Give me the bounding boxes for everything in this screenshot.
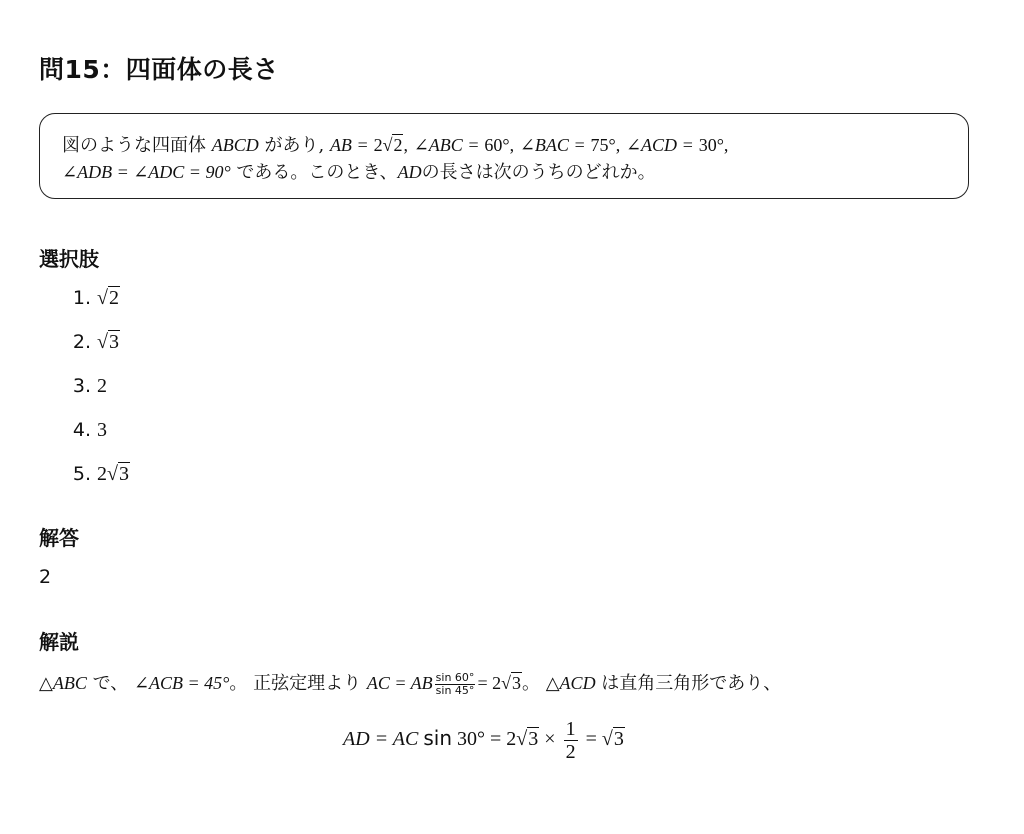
choice-number: 1. [72, 287, 91, 309]
equals-sign: = [357, 135, 368, 155]
tetrahedron-label: ABCD [211, 135, 259, 155]
equals-sign: = [682, 135, 693, 155]
sine-ratio: $\frac{\sin 60^\circ}{\sin 45^\circ}$ [435, 670, 475, 697]
display-angle: 30° = 2 [457, 728, 517, 751]
problem-text: の長さは次のうちのどれか。 [421, 162, 656, 183]
sin-function: sin [423, 726, 453, 751]
choice-item [39, 460, 130, 504]
equals-sign: = [585, 728, 597, 751]
choice-item [39, 416, 130, 460]
choice-value [97, 328, 120, 356]
choice-value [97, 460, 130, 488]
answer-value: 2 [39, 566, 52, 588]
choice-value: 3 [97, 419, 107, 441]
times-sign: × [544, 728, 556, 751]
angle-bac-value: 75°, [590, 135, 621, 155]
problem-statement [39, 113, 969, 199]
problem-text: 図のような四面体 [62, 135, 206, 156]
angle-acd: ∠ACD [625, 135, 678, 155]
equals-sign: = [468, 135, 479, 155]
choices-list [39, 284, 130, 504]
sqrt-symbol: √3 [107, 463, 129, 485]
choice-value [97, 284, 120, 312]
triangle-abc: △ABC [39, 673, 87, 693]
sqrt-2: √2 [382, 135, 403, 155]
sqrt-symbol: √2 [97, 287, 119, 309]
explanation-fragment: 。 正弦定理より [229, 673, 362, 694]
choice-number: 5. [72, 463, 91, 485]
choice-item [39, 284, 130, 328]
problem-line-2 [62, 159, 946, 186]
explanation-heading: 解説 [39, 630, 79, 654]
ac-equation: AC = AB [366, 673, 433, 693]
angle-acd-value: 30°, [698, 135, 729, 155]
choice-number: 2. [72, 331, 91, 353]
fraction-one-half: $\frac{1}{2}$ [565, 718, 576, 763]
angle-abc-value: 60°, [484, 135, 515, 155]
display-equation [343, 718, 625, 763]
choice-value: 2 [97, 375, 107, 397]
explanation-fragment: は直角三角形であり、 [601, 673, 782, 694]
math-ad: AD [397, 162, 422, 182]
sqrt-3-result: √3 [601, 728, 624, 751]
sqrt-symbol: √3 [97, 331, 119, 353]
angle-bac: ∠BAC [519, 135, 569, 155]
sqrt-3: √3 [501, 673, 521, 693]
problem-text: があり, [264, 135, 325, 156]
angle-acb: ∠ACB = 45° [133, 673, 230, 693]
triangle-acd: △ACD [545, 673, 596, 693]
explanation-text [39, 669, 781, 697]
choice-number: 4. [72, 419, 91, 441]
choice-number: 3. [72, 375, 91, 397]
comma: , [403, 135, 408, 155]
choice-coefficient: 2 [97, 463, 107, 485]
problem-line-1 [62, 132, 946, 159]
math-coef: 2 [373, 135, 383, 155]
equals-two: = 2 [477, 673, 502, 693]
page-title: 問15：四面体の長さ [39, 55, 279, 84]
sqrt-3: √3 [516, 728, 539, 751]
explanation-fragment: 。 [521, 673, 540, 694]
equals-sign: = [574, 135, 585, 155]
right-angle-condition: ∠ADB = ∠ADC = 90° [62, 162, 231, 182]
choice-item [39, 372, 130, 416]
display-lhs: AD = AC [343, 728, 419, 751]
choices-heading: 選択肢 [39, 247, 99, 271]
explanation-fragment: で、 [92, 673, 129, 694]
problem-text: である。このとき、 [236, 162, 398, 183]
choice-item [39, 328, 130, 372]
angle-abc: ∠ABC [413, 135, 463, 155]
answer-heading: 解答 [39, 526, 79, 550]
math-ab: AB [329, 135, 352, 155]
